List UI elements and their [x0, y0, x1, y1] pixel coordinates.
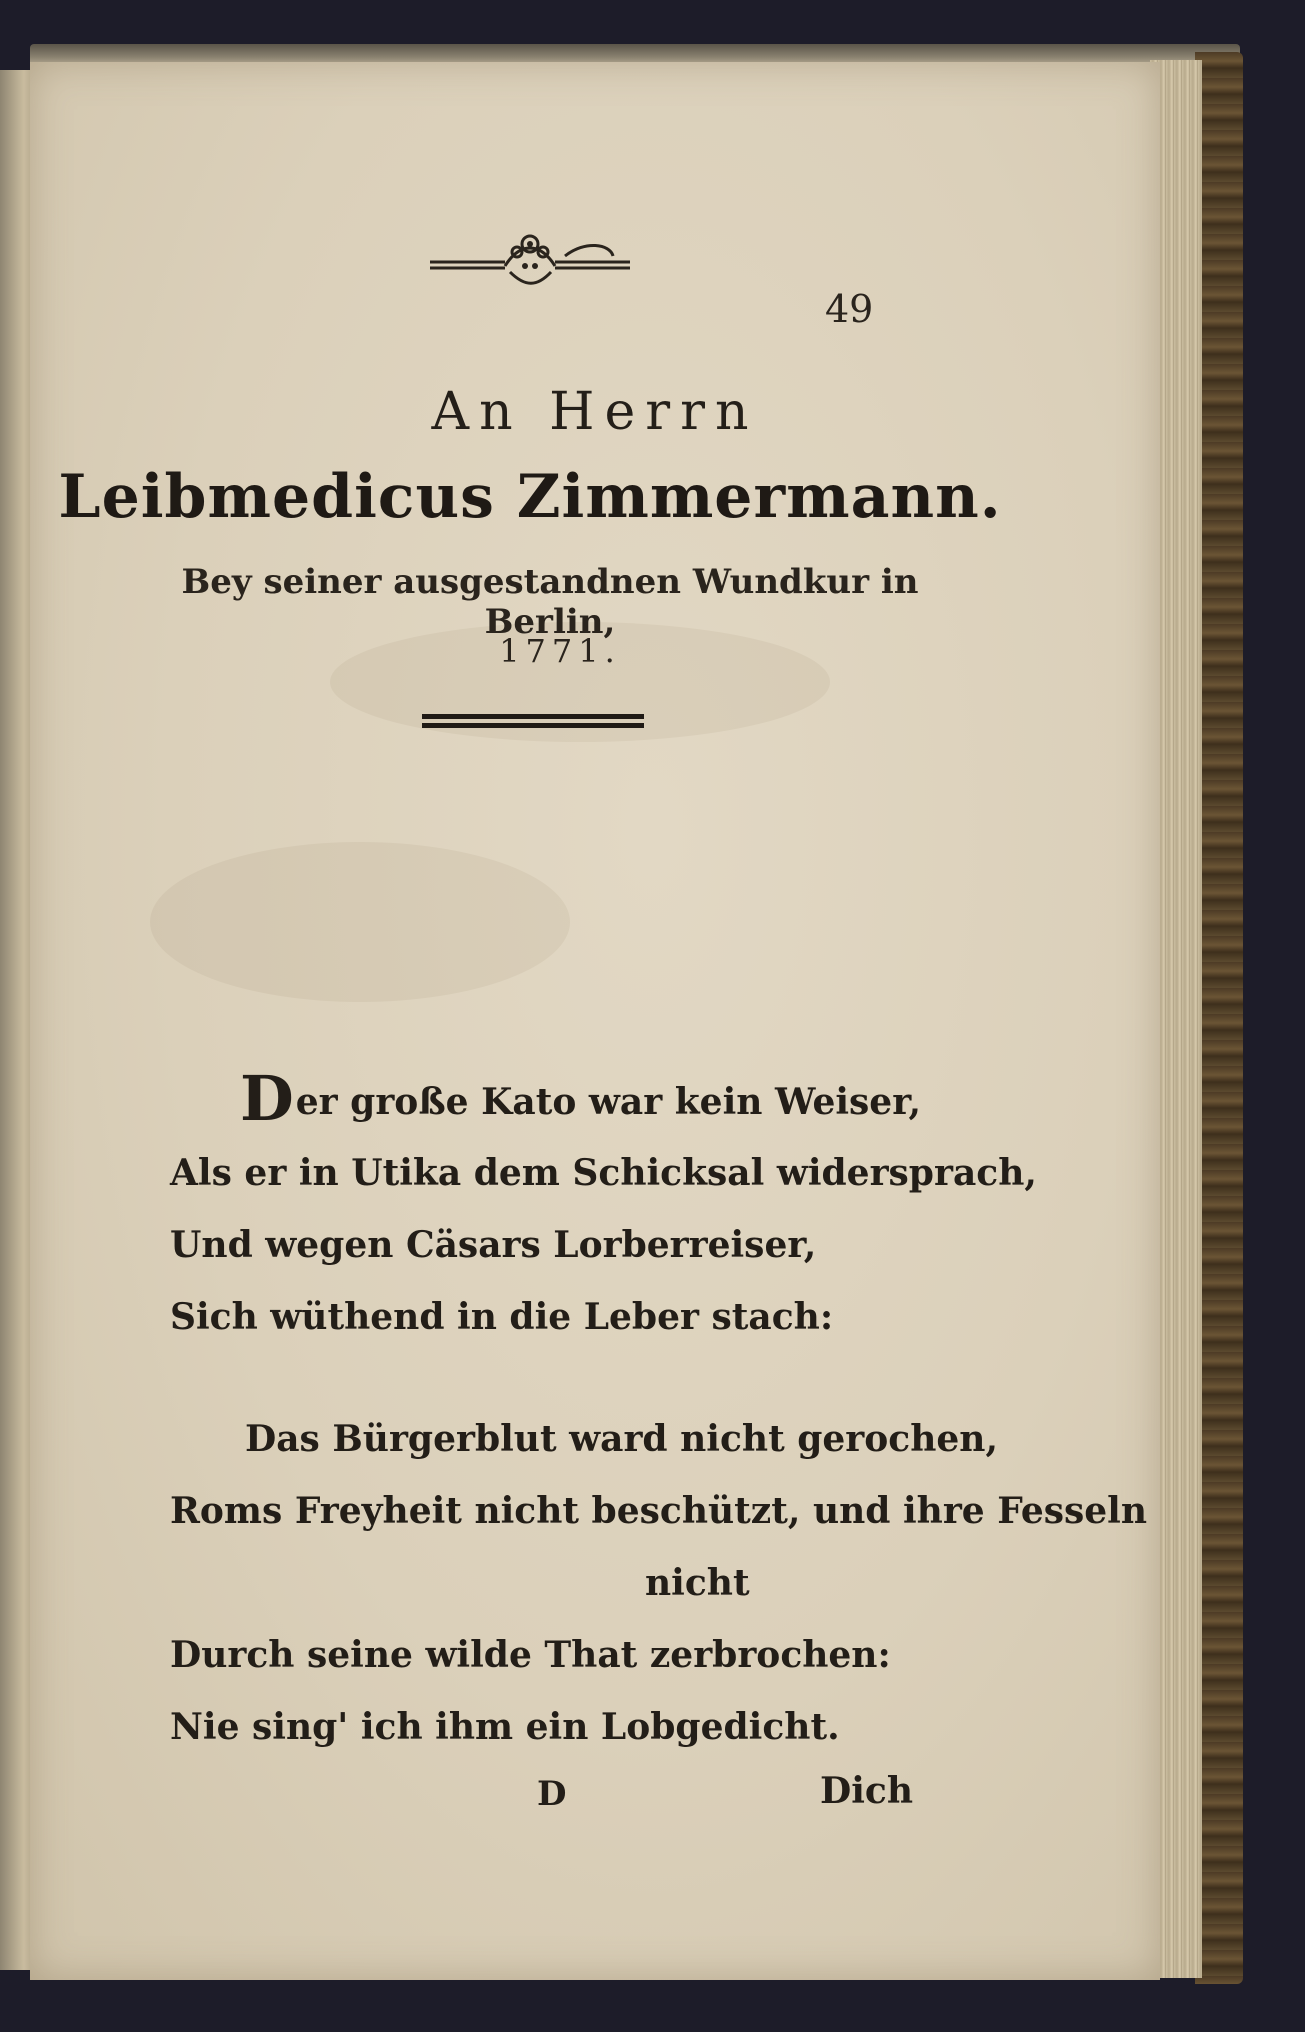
- catchword: Dich: [820, 1770, 913, 1812]
- poem-line: Das Bürgerblut ward nicht gerochen,: [245, 1418, 998, 1460]
- signature-mark: D: [537, 1774, 567, 1814]
- poem-line: Als er in Utika dem Schicksal widersprach,: [170, 1152, 1037, 1194]
- year: 1771.: [499, 632, 621, 670]
- drop-cap: D: [240, 1062, 294, 1135]
- page-number: 49: [825, 287, 874, 331]
- poem-line: Nie sing' ich ihm ein Lobgedicht.: [170, 1706, 840, 1748]
- poem-line: Durch seine wilde That zerbrochen:: [170, 1634, 891, 1676]
- poem-line: Sich wüthend in die Leber stach:: [170, 1296, 834, 1338]
- poem-line: Roms Freyheit nicht beschützt, und ihre Fesseln: [170, 1490, 1148, 1532]
- bleed-through-stain: [150, 842, 570, 1002]
- book-page: [30, 62, 1160, 1980]
- poem-line: Und wegen Cäsars Lorberreiser,: [170, 1224, 817, 1266]
- subtitle: Bey seiner ausgestandnen Wundkur in Berlin,: [181, 562, 919, 642]
- title-name: Leibmedicus Zimmermann.: [58, 462, 1002, 532]
- title-addressee: An Herrn: [431, 382, 759, 442]
- double-rule-divider: [422, 714, 644, 730]
- facing-page-edge: [0, 70, 34, 1970]
- poem-line-continuation: nicht: [645, 1562, 750, 1604]
- book-spine: [1195, 52, 1243, 1984]
- floral-ornament-icon: [425, 222, 635, 292]
- poem-line: Der große Kato war kein Weiser,: [240, 1062, 922, 1135]
